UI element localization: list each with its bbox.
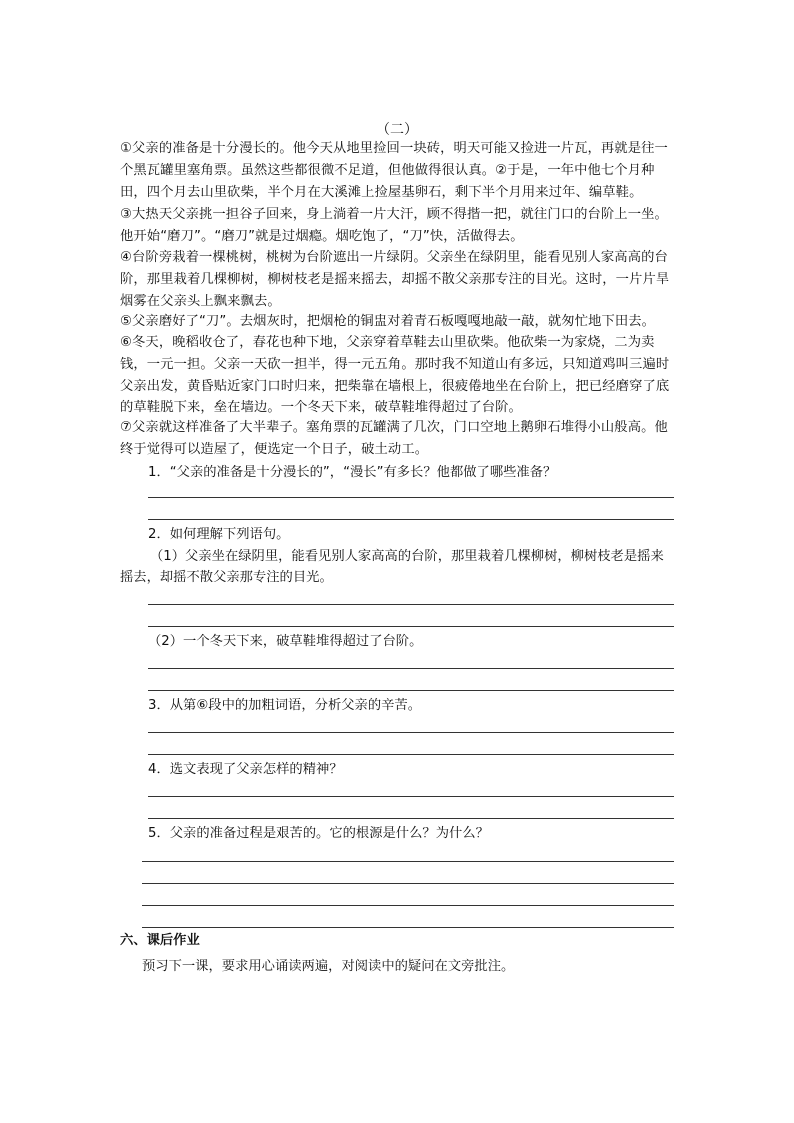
passage-paragraph-5: ⑤父亲磨好了“刀”。去烟灰时，把烟枪的铜盅对着青石板嘎嘎地敲一敲，就匆忙地下田去。 xyxy=(120,314,656,329)
question-1: 1．“父亲的准备是十分漫长的”，“漫长”有多长？他都做了哪些准备？ xyxy=(148,465,557,480)
question-2-item-1: （1）父亲坐在绿阴里，能看见别人家高高的台阶，那里栽着几棵柳树，柳树枝老是摇来摇去，却摇不散父亲那专注的目光。 xyxy=(120,549,664,585)
question-5: 5．父亲的准备过程是艰苦的。它的根源是什么？为什么？ xyxy=(148,826,489,841)
answer-line[interactable] xyxy=(142,883,674,884)
section-title: （二） xyxy=(376,122,418,138)
passage-paragraph-3: ③大热天父亲挑一担谷子回来，身上淌着一片大汗，顾不得揩一把，就往门口的台阶上一坐。他开始“磨刀”。“磨刀”就是过烟瘾。烟吃饱了，“刀”快，活做得去。 xyxy=(120,207,668,244)
passage-paragraph-6: ⑥冬天，晚稻收仓了，春花也种下地，父亲穿着草鞋去山里砍柴。他砍柴一为家烧，二为卖钱，一元一担。父亲一天砍一担半，得一元五角。那时我不知道山有多远，只知道鸡叫三遍时父亲出发，黄昏贴近家门口时归来，把柴靠在墙根上，很疲倦地坐在台阶上，把已经磨穿了底的草鞋脱下来，垒在墙边。一个冬天下来，破草鞋堆得超过了台阶。 xyxy=(120,335,670,416)
answer-line[interactable] xyxy=(148,626,674,627)
question-2: 2．如何理解下列语句。 xyxy=(148,527,290,542)
answer-line[interactable] xyxy=(148,818,674,819)
answer-line[interactable] xyxy=(148,796,674,797)
answer-line[interactable] xyxy=(148,668,674,669)
homework-heading: 六、课后作业 xyxy=(120,933,200,948)
passage-paragraph-1: ①父亲的准备是十分漫长的。他今天从地里捡回一块砖，明天可能又捡进一片瓦，再就是往一个黑瓦罐里塞角票。虽然这些都很微不足道，但他做得很认真。②于是，一年中他七个月种田，四个月去山里砍柴，半个月在大溪滩上捡屋基卵石，剩下半个月用来过年、编草鞋。 xyxy=(120,141,668,200)
answer-line[interactable] xyxy=(148,604,674,605)
passage-paragraph-7: ⑦父亲就这样准备了大半辈子。塞角票的瓦罐满了几次，门口空地上鹅卵石堆得小山般高。他终于觉得可以造屋了，便选定一个日子，破土动工。 xyxy=(120,420,668,457)
question-4: 4．选文表现了父亲怎样的精神？ xyxy=(148,762,343,777)
answer-line[interactable] xyxy=(148,690,674,691)
question-2-item-2: （2）一个冬天下来，破草鞋堆得超过了台阶。 xyxy=(148,634,423,649)
answer-line[interactable] xyxy=(142,927,674,928)
passage-paragraph-4: ④台阶旁栽着一棵桃树，桃树为台阶遮出一片绿阴。父亲坐在绿阴里，能看见别人家高高的台阶，那里栽着几棵柳树，柳树枝老是摇来摇去，却摇不散父亲那专注的目光。这时，一片片旱烟雾在父亲头上飘来飘去。 xyxy=(120,250,670,309)
homework-text: 预习下一课，要求用心诵读两遍，对阅读中的疑问在文旁批注。 xyxy=(142,959,515,974)
answer-line[interactable] xyxy=(148,519,674,520)
answer-line[interactable] xyxy=(148,754,674,755)
answer-line[interactable] xyxy=(148,497,674,498)
answer-line[interactable] xyxy=(148,732,674,733)
answer-line[interactable] xyxy=(142,861,674,862)
question-3: 3．从第⑥段中的加粗词语，分析父亲的辛苦。 xyxy=(148,698,422,713)
answer-line[interactable] xyxy=(142,905,674,906)
